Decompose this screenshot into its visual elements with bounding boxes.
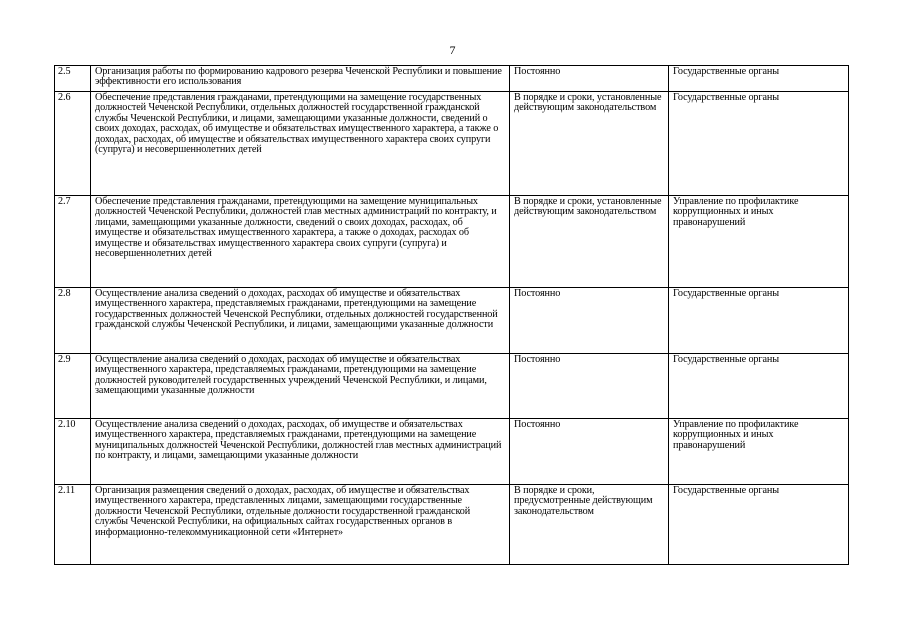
table-row — [55, 196, 849, 288]
table-row — [55, 288, 849, 354]
responsible-text: Управление по профилактике коррупционных и иных правонарушений — [669, 196, 849, 288]
table-row — [55, 354, 849, 419]
deadline-text: В порядке и сроки, установленные действующим законодательством — [510, 92, 669, 196]
measure-text: Осуществление анализа сведений о доходах, расходах, об имуществе и обязательствах имущественного характера, представляемых гражданами, претендующими на замещение муниципальных должностей Чеченской Республики, должностей глав местных администраций по контракту, и лицами, замещающими указанные должности — [91, 419, 510, 485]
table-row — [55, 419, 849, 485]
table-row — [55, 92, 849, 196]
responsible-text: Государственные органы — [669, 66, 849, 92]
row-number: 2.11 — [55, 485, 91, 565]
deadline-text: Постоянно — [510, 288, 669, 354]
deadline-text: В порядке и сроки, предусмотренные действующим законодательством — [510, 485, 669, 565]
row-number: 2.10 — [55, 419, 91, 485]
row-number: 2.7 — [55, 196, 91, 288]
table-row — [55, 485, 849, 565]
responsible-text: Государственные органы — [669, 288, 849, 354]
measure-text: Организация размещения сведений о доходах, расходах, об имуществе и обязательствах имущественного характера, представленных лицами, замещающими государственные должности Чеченской Республики, отдельные должности государственной гражданской службы Чеченской Республики, на официальных сайтах государственных органов в информационно-телекоммуникационной сети «Интернет» — [91, 485, 510, 565]
measure-text: Осуществление анализа сведений о доходах, расходах об имуществе и обязательствах имущественного характера, представляемых гражданами, претендующими на замещение должностей руководителей государственных учреждений Чеченской Республики, и лицами, замещающими указанные должности — [91, 354, 510, 419]
measure-text: Обеспечение представления гражданами, претендующими на замещение муниципальных должностей Чеченской Республики, должностей глав местных администраций по контракту, и лицами, замещающими указанные должности, сведений о своих доходах, расходах, об имуществе и обязательствах имущественного характера, а также о доходах, расходах об имуществе и обязательствах имущественного характера своих супруги (супруга) и несовершеннолетних детей — [91, 196, 510, 288]
measure-text: Организация работы по формированию кадрового резерва Чеченской Республики и повышение эффективности его использования — [91, 66, 510, 92]
row-number: 2.9 — [55, 354, 91, 419]
table-row — [55, 66, 849, 92]
measure-text: Осуществление анализа сведений о доходах, расходах об имуществе и обязательствах имущественного характера, представляемых гражданами, претендующими на замещение государственных должностей Чеченской Республики, отдельных должностей государственной гражданской службы Чеченской Республики, и лицами, замещающими указанные должности — [91, 288, 510, 354]
deadline-text: Постоянно — [510, 354, 669, 419]
page-number: 7 — [449, 43, 456, 57]
deadline-text: В порядке и сроки, установленные действующим законодательством — [510, 196, 669, 288]
deadline-text: Постоянно — [510, 66, 669, 92]
deadline-text: Постоянно — [510, 419, 669, 485]
responsible-text: Государственные органы — [669, 485, 849, 565]
row-number: 2.6 — [55, 92, 91, 196]
responsible-text: Управление по профилактике коррупционных и иных правонарушений — [669, 419, 849, 485]
responsible-text: Государственные органы — [669, 354, 849, 419]
measures-table — [54, 65, 849, 565]
measure-text: Обеспечение представления гражданами, претендующими на замещение государственных должностей Чеченской Республики, отдельных должностей государственной гражданской службы Чеченской Республики, и лицами, замещающими указанные должности, сведений о своих доходах, расходах, об имуществе и обязательствах имущественного характера, а также о доходах, расходах, об имуществе и обязательствах имущественного характера своих супруги (супруга) и несовершеннолетних детей — [91, 92, 510, 196]
row-number: 2.5 — [55, 66, 91, 92]
row-number: 2.8 — [55, 288, 91, 354]
responsible-text: Государственные органы — [669, 92, 849, 196]
